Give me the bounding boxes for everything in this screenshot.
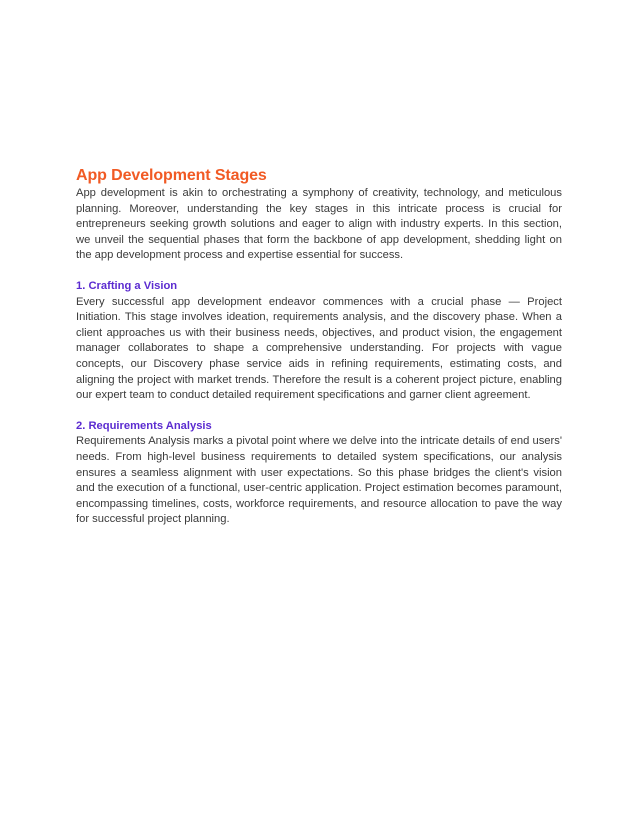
page-title: App Development Stages — [76, 167, 267, 184]
section-crafting-vision — [76, 279, 562, 404]
document-page — [76, 166, 562, 528]
section-heading: 2. Requirements Analysis — [76, 419, 212, 432]
section-heading: 1. Crafting a Vision — [76, 279, 178, 292]
intro-paragraph: App development is akin to orchestrating a symphony of creativity, technology, and meticulous planning. Moreover, understanding the key stages in this intricate process is crucial for entrepreneurs seeking growth solutions and eager to align with industry experts. In this section, we unveil the sequential phases that form the backbone of app development, shedding light on the app development process and expertise essential for success. — [76, 187, 562, 262]
section-body: Every successful app development endeavor commences with a crucial phase — Project Initiation. This stage involves ideation, requirements analysis, and the discovery phase. When a client approaches us with their business needs, objectives, and product vision, the engagement manager collaborates to shape a comprehensive understanding. For projects with vague concepts, our Discovery phase service aids in refining requirements, estimating costs, and aligning the project with market trends. Therefore the result is a coherent project picture, enabling our expert team to conduct detailed requirement specifications and garner client agreement. — [76, 295, 562, 402]
section-requirements-analysis — [76, 419, 562, 528]
section-body: Requirements Analysis marks a pivotal point where we delve into the intricate details of end users' needs. From high-level business requirements to detailed system specifications, our analysis ensures a seamless alignment with user expectations. So this phase bridges the client's vision and the execution of a functional, user-centric application. Project estimation becomes paramount, encompassing timelines, costs, workforce requirements, and resource allocation to pave the way for successful project planning. — [76, 435, 562, 526]
